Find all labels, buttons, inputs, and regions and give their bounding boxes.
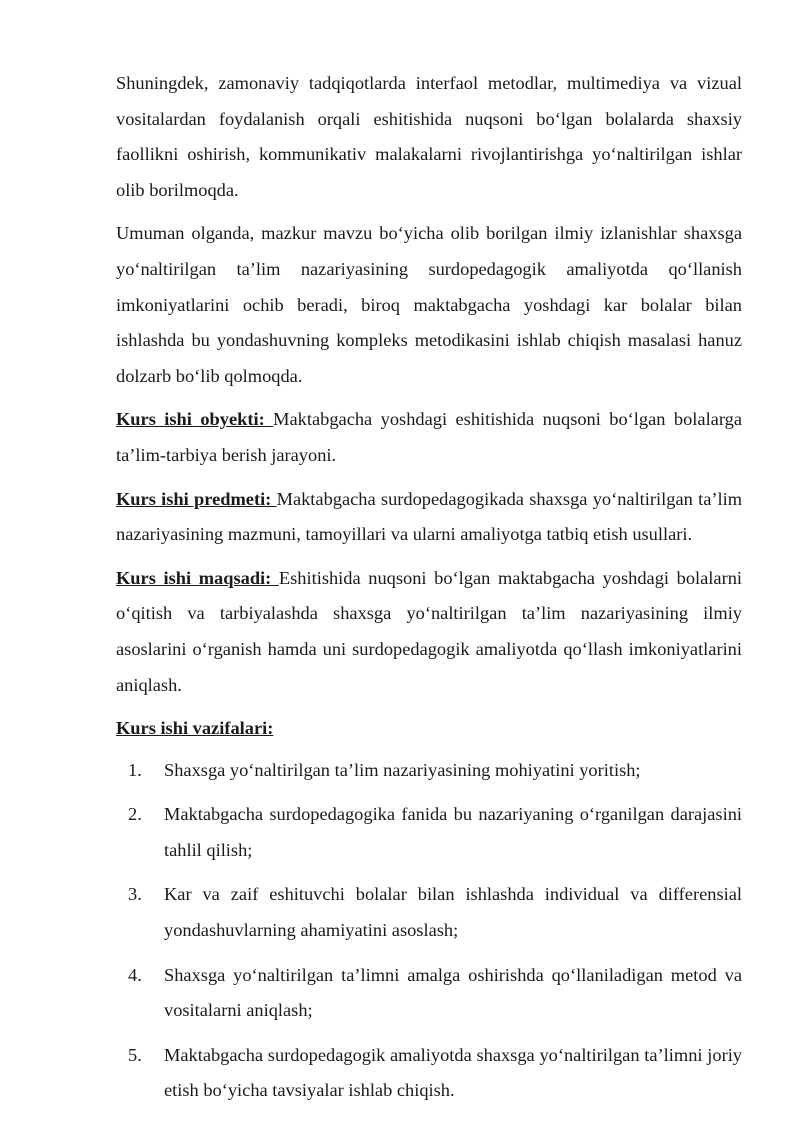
list-item [116, 877, 742, 948]
list-item [116, 1038, 742, 1109]
list-item-text: Maktabgacha surdopedagogik amaliyotda shaxsga yo‘naltirilgan ta’limni joriy etish bo‘yicha tavsiyalar ishlab chiqish. [164, 1044, 742, 1101]
intro-paragraph-2: Umuman olganda, mazkur mavzu bo‘yicha olib borilgan ilmiy izlanishlar shaxsga yo‘naltirilgan ta’lim nazariyasining surdopedagogik amaliyotda qo‘llanish imkoniyatlarini ochib beradi, biroq maktabgacha yoshdagi kar bolalar bilan ishlashda bu yondashuvning kompleks metodikasini ishlab chiqish masalasi hanuz dolzarb bo‘lib qolmoqda. [116, 223, 742, 386]
list-item-number: 3. [128, 884, 142, 905]
list-item-text: Shaxsga yo‘naltirilgan ta’limni amalga oshirishda qo‘llaniladigan metod va vositalarni aniqlash; [164, 964, 742, 1021]
subject-text: Maktabgacha surdopedagogikada shaxsga yo‘naltirilgan ta’lim nazariyasining mazmuni, tamoyillari va ularni amaliyotga tatbiq etish usullari. [116, 488, 743, 545]
list-item [116, 797, 742, 868]
goal-paragraph [116, 561, 742, 703]
object-text: Maktabgacha yoshdagi eshitishida nuqsoni bo‘lgan bolalarga ta’lim-tarbiya berish jarayoni. [116, 409, 742, 465]
list-item-number: 5. [128, 1044, 142, 1065]
list-item-text: Maktabgacha surdopedagogika fanida bu nazariyaning o‘rganilgan darajasini tahlil qilish; [164, 804, 742, 860]
list-item [116, 753, 742, 789]
subject-label: Kurs ishi predmeti: [116, 488, 277, 509]
tasks-label: Kurs ishi vazifalari: [116, 718, 274, 739]
goal-label: Kurs ishi maqsadi: [116, 567, 279, 588]
tasks-heading [116, 711, 742, 747]
list-item-text: Shaxsga yo‘naltirilgan ta’lim nazariyasining mohiyatini yoritish; [164, 759, 641, 780]
list-item-number: 2. [128, 804, 142, 825]
intro-paragraph-1: Shuningdek, zamonaviy tadqiqotlarda interfaol metodlar, multimediya va vizual vositalardan foydalanish orqali eshitishida nuqsoni bo‘lgan bolalarda shaxsiy faollikni oshirish, kommunikativ malakalarni rivojlantirishga yo‘naltirilgan ishlar olib borilmoqda. [116, 73, 742, 200]
list-item-text: Kar va zaif eshituvchi bolalar bilan ishlashda individual va differensial yondashuvlarning ahamiyatini asoslash; [164, 884, 742, 941]
goal-text: Eshitishida nuqsoni bo‘lgan maktabgacha yoshdagi bolalarni o‘qitish va tarbiyalashda shaxsga yo‘naltirilgan ta’lim nazariyasining ilmiy asoslarini o‘rganish hamda uni surdopedagogik amaliyotda qo‘llash imkoniyatlarini aniqlash. [116, 567, 742, 695]
object-paragraph [116, 402, 742, 473]
list-item-number: 1. [128, 759, 142, 780]
tasks-list [116, 753, 742, 1109]
subject-paragraph [116, 482, 742, 553]
list-item [116, 958, 742, 1029]
object-label: Kurs ishi obyekti: [116, 409, 274, 430]
list-item-number: 4. [128, 964, 142, 985]
